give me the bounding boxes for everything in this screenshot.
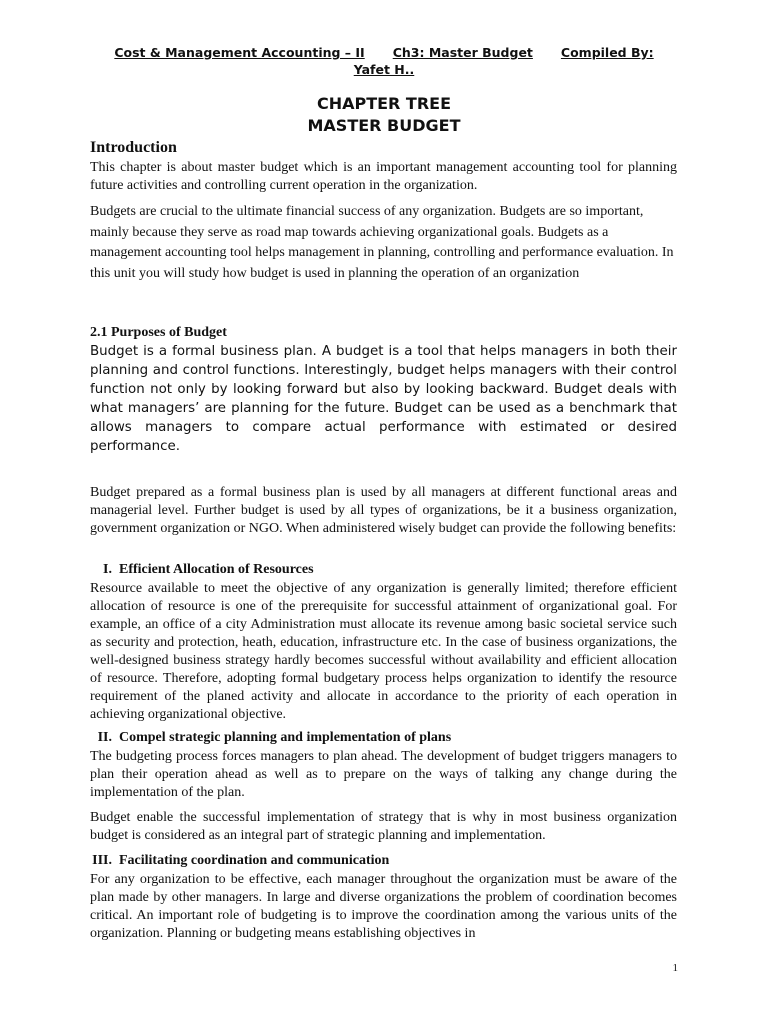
- introduction-paragraph-2: Budgets are crucial to the ultimate financial success of any organization. Budgets are so important, mainly because they serve as road map towards achieving organizational goals. Budgets as a management accounting tool helps management in planning, controlling and performance evaluation. In this unit you will study how budget is used in planning the operation of an organization: [90, 204, 674, 281]
- purposes-paragraph-1: Budget is a formal business plan. A budget is a tool that helps managers in both their planning and control functions. Interestingly, budget helps managers with their control function not only by looking forward but also by looking backward. Budget deals with what managers’ are planning for the future. Budget can be used as a benchmark that allows managers to compare actual performance with estimated or desired performance.: [90, 344, 677, 454]
- benefit-heading-1: [86, 562, 314, 578]
- benefit-heading-2: [86, 730, 451, 746]
- benefit-2-paragraph-1: The budgeting process forces managers to plan ahead. The development of budget triggers managers to plan their operation ahead as well as to prepare on the ways of talking any change during the implementation of the plan.: [90, 749, 677, 800]
- header-compiled-by: Compiled By:: [560, 45, 654, 60]
- page-number: 1: [672, 962, 678, 974]
- benefit-title-2: Compel strategic planning and implementation of plans: [119, 730, 452, 745]
- benefit-title-3: Facilitating coordination and communication: [119, 853, 390, 868]
- header-chapter: Ch3: Master Budget: [392, 45, 533, 60]
- introduction-paragraph-1: This chapter is about master budget which is an important management accounting tool for planning future activities and controlling current operation in the organization.: [90, 160, 677, 193]
- chapter-title: [90, 93, 678, 137]
- introduction-heading: Introduction: [90, 139, 177, 156]
- benefit-number-2: II.: [97, 730, 112, 745]
- benefit-number-3: III.: [92, 853, 112, 868]
- benefit-number-1: I.: [103, 562, 112, 577]
- purposes-paragraph-2: Budget prepared as a formal business plan is used by all managers at different functional areas and managerial level. Further budget is used by all types of organizations, be it a business organization, government organization or NGO. When administered wisely budget can provide the following benefits:: [90, 485, 677, 536]
- benefit-3-paragraph-1: For any organization to be effective, each manager throughout the organization must be aware of the plan made by other managers. In large and diverse organizations the problem of coordination becomes critical. An important role of budgeting is to improve the coordination among the various units of the organization. Planning or budgeting means establishing objectives in: [90, 872, 677, 941]
- chapter-title-line1: CHAPTER TREE: [316, 94, 452, 113]
- running-header: [90, 44, 678, 78]
- benefit-heading-3: [86, 853, 389, 869]
- purposes-heading: 2.1 Purposes of Budget: [90, 325, 227, 340]
- benefit-2-paragraph-2: Budget enable the successful implementation of strategy that is why in most business organization budget is considered as an integral part of strategic planning and implementation.: [90, 810, 677, 843]
- chapter-title-line2: MASTER BUDGET: [307, 116, 461, 135]
- header-course: Cost & Management Accounting – II: [114, 45, 365, 60]
- header-author: Yafet H..: [353, 62, 415, 77]
- benefit-title-1: Efficient Allocation of Resources: [119, 562, 314, 577]
- benefit-1-paragraph-1: Resource available to meet the objective of any organization is generally limited; therefore efficient allocation of resource is one of the prerequisite for successful attainment of organizational goal. For example, an office of a city Administration must allocate its revenue among basic societal service such as security and protection, heath, education, infrastructure etc. In the case of business organizations, the well-designed business strategy hardly becomes successful without availability and efficient allocation of resource. Therefore, adopting formal budgetary process helps organization to identify the resource requirement of the planed activity and allocate in accordance to the priority of each operation in achieving organizational objective.: [90, 581, 677, 722]
